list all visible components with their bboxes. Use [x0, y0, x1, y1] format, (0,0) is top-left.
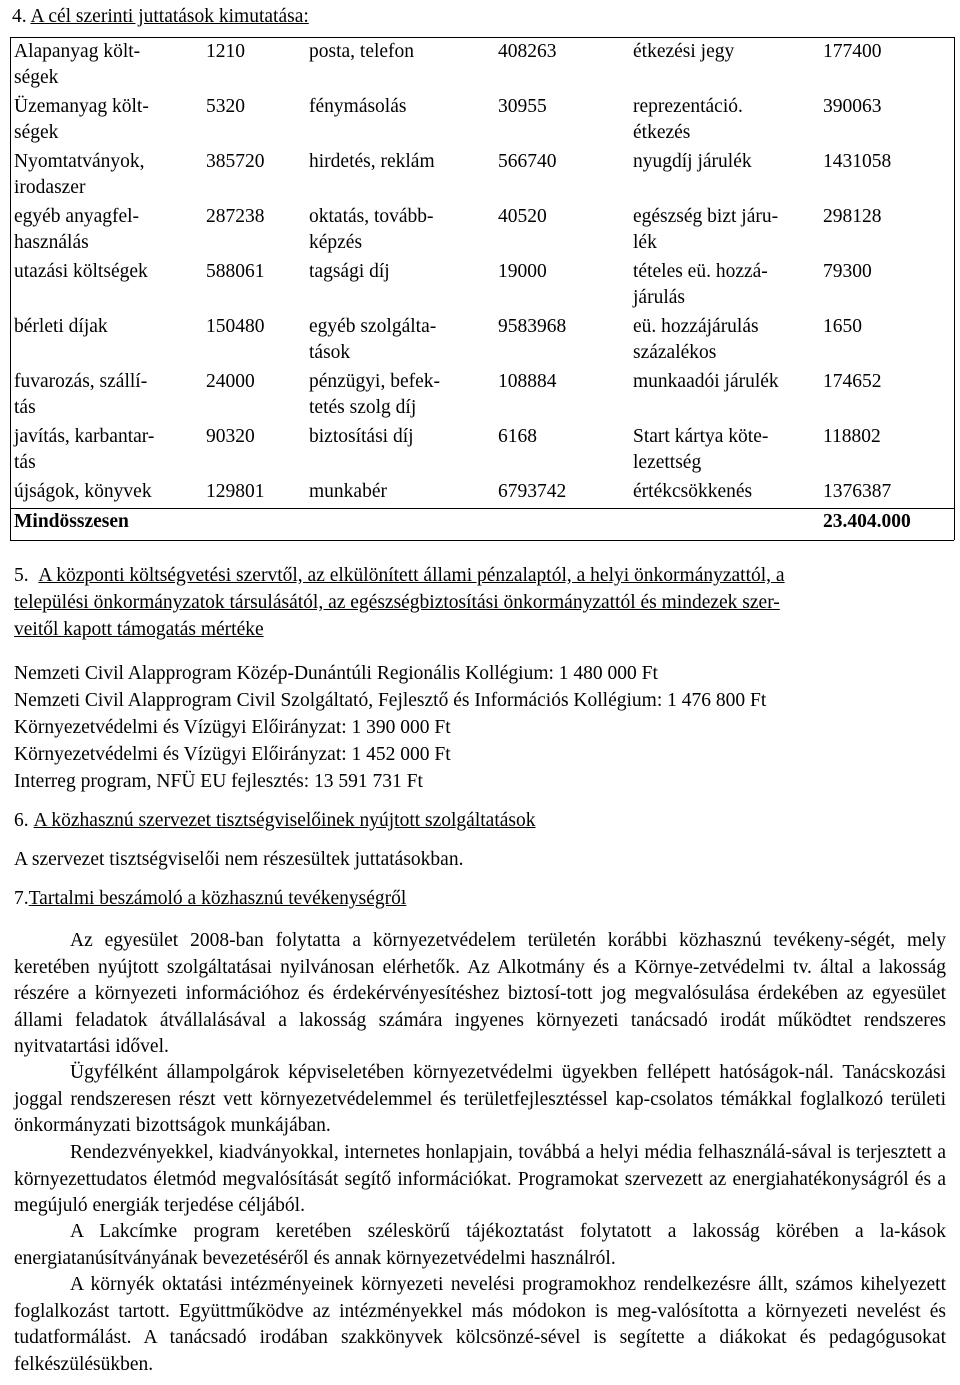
table-cell-service-name: pénzügyi, befek- tetés szolg díj [309, 371, 441, 418]
funding-item: Nemzeti Civil Alapprogram Közép-Dunántúli Regionális Kollégium: 1 480 000 Ft [14, 663, 658, 684]
total-value: 23.404.000 [823, 511, 911, 532]
table-cell-service-amount: 566740 [498, 151, 557, 172]
table-cell-contribution-amount: 79300 [823, 261, 872, 282]
table-cell-category-amount: 1210 [206, 41, 245, 62]
section7-paragraph-3: Rendezvényekkel, kiadványokkal, internetes honlapjain, továbbá a helyi média felhasználá-sával is terjesztett a környezettudatos életmód megvalósítását segítő információkat. Programokat szervezett az energiahatékonyságról és a megújuló energiák terjedése céljából. [14, 1142, 946, 1216]
table-cell-category-amount: 5320 [206, 96, 245, 117]
table-cell-contribution-amount: 298128 [823, 206, 882, 227]
table-cell-cost-category: fuvarozás, szállí- tás [14, 371, 148, 418]
table-border [10, 508, 954, 509]
table-cell-cost-category: utazási költségek [14, 261, 148, 282]
table-cell-contribution-amount: 118802 [823, 426, 881, 447]
funding-item: Interreg program, NFÜ EU fejlesztés: 13 591 731 Ft [14, 771, 423, 792]
section6-number: 6. [14, 810, 29, 831]
funding-item: Környezetvédelmi és Vízügyi Előirányzat: 1 390 000 Ft [14, 717, 451, 738]
table-cell-cost-category: Üzemanyag költ- ségek [14, 96, 149, 143]
table-cell-contribution-name: reprezentáció. étkezés [633, 96, 743, 143]
section4-heading: A cél szerinti juttatások kimutatása: [30, 6, 309, 27]
table-cell-category-amount: 385720 [206, 151, 265, 172]
table-cell-service-amount: 40520 [498, 206, 547, 227]
section5-heading-line-2: települési önkormányzatok társulásától, az egészségbiztosítási önkormányzattól és mindezek szer- [14, 592, 780, 613]
table-cell-service-amount: 19000 [498, 261, 547, 282]
table-cell-contribution-name: értékcsökkenés [633, 481, 753, 502]
total-label: Mindösszesen [14, 511, 129, 532]
section7-heading: Tartalmi beszámoló a közhasznú tevékenységről [28, 888, 407, 909]
section5-number: 5. [14, 565, 29, 586]
table-cell-service-name: egyéb szolgálta- tások [309, 316, 437, 363]
table-cell-service-amount: 30955 [498, 96, 547, 117]
table-cell-service-name: hirdetés, reklám [309, 151, 435, 172]
table-cell-contribution-amount: 1650 [823, 316, 862, 337]
table-cell-service-amount: 9583968 [498, 316, 567, 337]
section6-heading: A közhasznú szervezet tisztségviselőinek nyújtott szolgáltatások [33, 810, 536, 831]
table-border [10, 37, 954, 38]
table-cell-contribution-name: egészség bizt járu- lék [633, 206, 779, 253]
table-cell-cost-category: bérleti díjak [14, 316, 108, 337]
table-cell-contribution-name: nyugdíj járulék [633, 151, 752, 172]
table-cell-category-amount: 287238 [206, 206, 265, 227]
table-cell-contribution-name: étkezési jegy [633, 41, 735, 62]
table-cell-service-amount: 6168 [498, 426, 537, 447]
table-cell-service-amount: 108884 [498, 371, 557, 392]
table-cell-cost-category: Alapanyag költ- ségek [14, 41, 141, 88]
table-cell-service-name: fénymásolás [309, 96, 407, 117]
table-cell-category-amount: 588061 [206, 261, 265, 282]
section5-heading-line-3: veitől kapott támogatás mértéke [14, 619, 264, 640]
table-border [10, 540, 954, 541]
cost-table [0, 0, 960, 545]
table-cell-category-amount: 150480 [206, 316, 265, 337]
table-cell-service-name: biztosítási díj [309, 426, 414, 447]
table-cell-cost-category: egyéb anyagfel- használás [14, 206, 140, 253]
section7-heading-line [14, 886, 406, 912]
funding-item: Környezetvédelmi és Vízügyi Előirányzat: 1 452 000 Ft [14, 744, 451, 765]
table-cell-cost-category: javítás, karbantar- tás [14, 426, 155, 473]
section7-paragraph-2: Ügyfélként állampolgárok képviseletében környezetvédelmi ügyekben fellépett hatóságok-nál. Tanácskozási joggal rendszeresen részt vett környezetvédelemmel és területfejlesztéssel kap-csolatos témákkal foglalkozó területi önkormányzati bizottságok munkájában. [14, 1062, 946, 1136]
table-cell-contribution-name: eü. hozzájárulás százalékos [633, 316, 759, 363]
table-cell-service-amount: 6793742 [498, 481, 567, 502]
table-cell-service-amount: 408263 [498, 41, 557, 62]
section7-paragraph-5: A környék oktatási intézményeinek környezeti nevelési programokhoz rendelkezésre állt, számos kihelyezett foglalkozást tartott. Együttműködve az intézményekkel más módokon is meg-valósította a környezeti nevelést és tudatformálást. A tanácsadó irodában szakkönyvek kölcsönzé-sével is segítette a diákokat és pedagógusokat felkészülésükben. [14, 1274, 946, 1375]
section6-heading-line [14, 808, 536, 834]
section5-heading-text: A központi költségvetési szervtől, az elkülönített állami pénzalaptól, a helyi önkormányzattól, a [38, 565, 785, 586]
table-cell-contribution-amount: 177400 [823, 41, 882, 62]
section7-number: 7. [14, 888, 29, 909]
table-cell-contribution-amount: 1376387 [823, 481, 892, 502]
table-cell-cost-category: újságok, könyvek [14, 481, 152, 502]
table-cell-contribution-amount: 174652 [823, 371, 882, 392]
table-border [954, 37, 955, 540]
section4-number: 4. [12, 6, 31, 27]
table-cell-contribution-amount: 390063 [823, 96, 882, 117]
table-cell-service-name: tagsági díj [309, 261, 390, 282]
table-cell-contribution-name: munkaadói járulék [633, 371, 779, 392]
section7-paragraph-4: A Lakcímke program keretében széleskörű tájékoztatást folytatott a lakosság körében a la-kások energiatanúsítványának bevezetéséről és annak környezetvédelmi használról. [14, 1221, 946, 1269]
section5-heading-line-1 [14, 563, 785, 589]
table-cell-category-amount: 90320 [206, 426, 255, 447]
table-cell-service-name: munkabér [309, 481, 387, 502]
table-cell-category-amount: 24000 [206, 371, 255, 392]
table-cell-service-name: posta, telefon [309, 41, 415, 62]
table-cell-contribution-name: tételes eü. hozzá- járulás [633, 261, 768, 308]
funding-item: Nemzeti Civil Alapprogram Civil Szolgáltató, Fejlesztő és Információs Kollégium: 1 476 800 Ft [14, 690, 767, 711]
table-cell-cost-category: Nyomtatványok, irodaszer [14, 151, 145, 198]
table-cell-service-name: oktatás, tovább- képzés [309, 206, 434, 253]
table-cell-contribution-amount: 1431058 [823, 151, 892, 172]
table-cell-contribution-name: Start kártya köte- lezettség [633, 426, 769, 473]
section7-paragraph-1: Az egyesület 2008-ban folytatta a környezetvédelem területén korábbi közhasznú tevékeny-ségét, mely keretében nyújtott szolgáltatásai nyilvánosan elérhetők. Az Alkotmány és a Környe-zetvédelmi tv. által a lakosság részére a környezeti információhoz és érdekérvényesítéshez biztosí-tott jog megvalósulása érdekében az egyesület állami feladatok átvállalásával a lakosság számára ingyenes környezeti tanácsadó irodát működtet rendszeres nyitvatartási idővel. [14, 930, 946, 1057]
table-cell-category-amount: 129801 [206, 481, 265, 502]
section6-text: A szervezet tisztségviselői nem részesültek juttatásokban. [14, 849, 464, 870]
table-border [10, 37, 11, 540]
